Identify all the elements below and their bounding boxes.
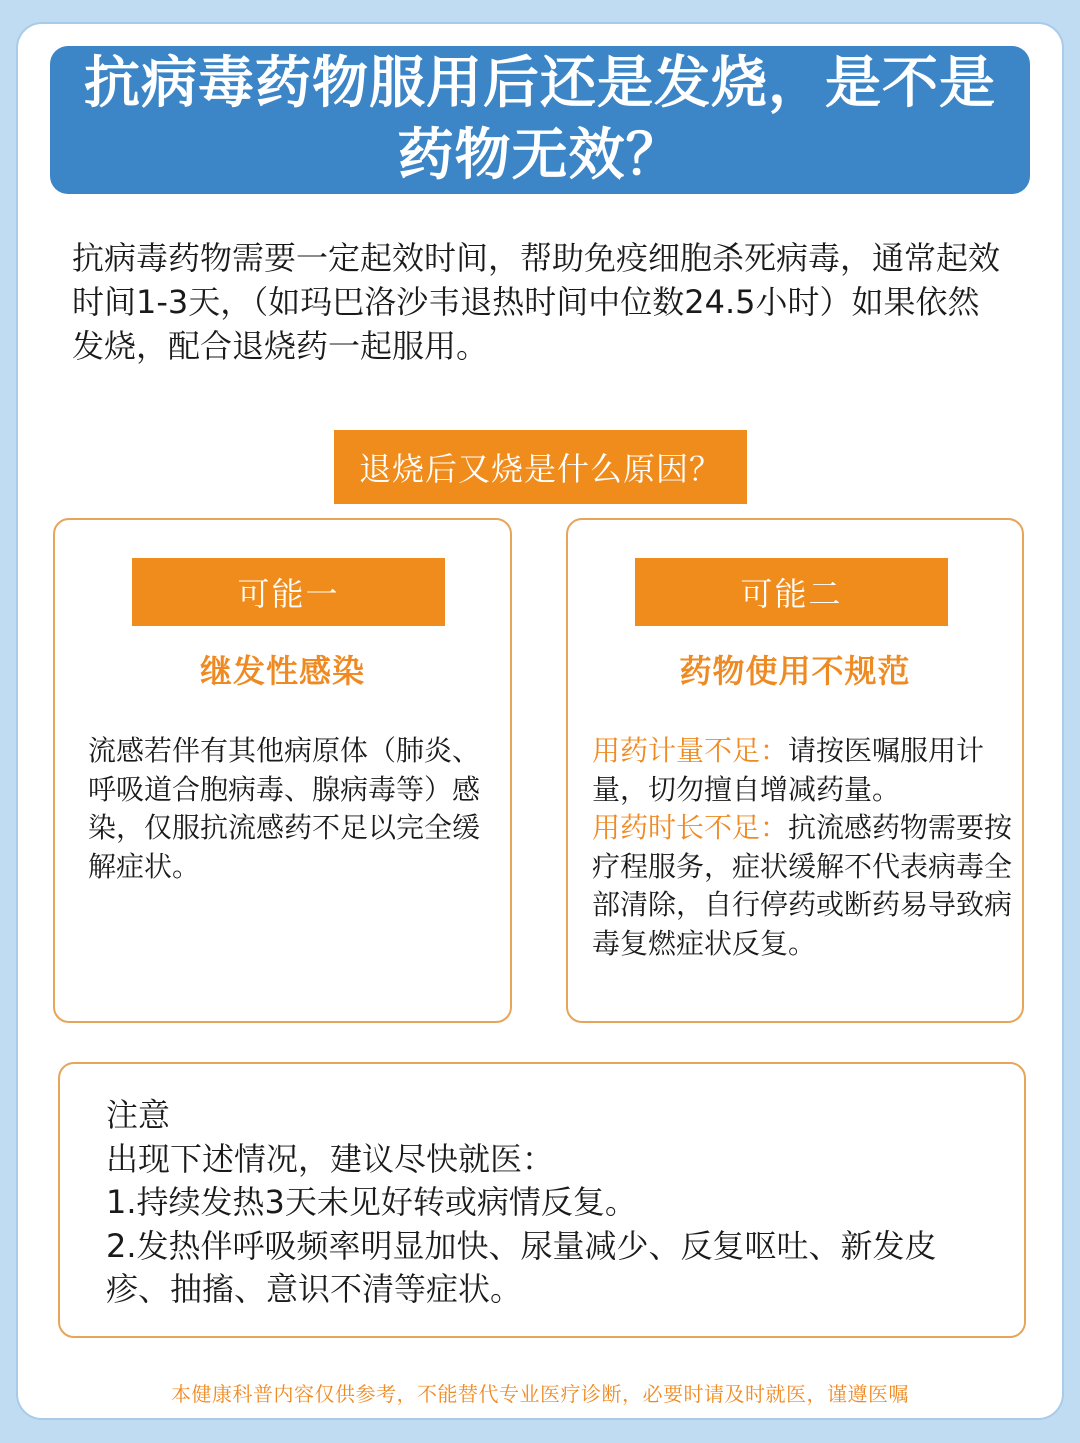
- notice-box: [58, 1062, 1026, 1338]
- page-title-line-1: 抗病毒药物服用后还是发烧，是不是: [84, 51, 996, 116]
- section-header: 退烧后又烧是什么原因？: [334, 430, 747, 504]
- intro-paragraph: 抗病毒药物需要一定起效时间，帮助免疫细胞杀死病毒，通常起效时间1-3天，（如玛巴洛沙韦退热时间中位数24.5小时）如果依然发烧，配合退烧药一起服用。: [72, 239, 1001, 365]
- possibility-two-body: [592, 732, 1018, 963]
- notice-item-1: 1.持续发热3天未见好转或病情反复。: [106, 1183, 637, 1221]
- notice-heading: 注意: [106, 1096, 171, 1134]
- disclaimer-footer: 本健康科普内容仅供参考，不能替代专业医疗诊断，必要时请及时就医，谨遵医嘱: [171, 1382, 909, 1406]
- page-title-line-2: 药物无效？: [397, 123, 683, 188]
- duration-heading: 用药时长不足：: [592, 811, 789, 844]
- title-banner: [50, 46, 1030, 194]
- notice-text: [106, 1094, 986, 1312]
- possibility-two-label: 可能二: [635, 558, 948, 626]
- possibility-two-box: [566, 518, 1024, 1023]
- possibility-two-subtitle: 药物使用不规范: [679, 652, 911, 690]
- notice-lead: 出现下述情况，建议尽快就医：: [106, 1139, 555, 1178]
- dosage-text: 请按医嘱服用计量，切勿擅自增减药量。: [592, 734, 985, 806]
- possibility-one-box: [53, 518, 512, 1023]
- duration-text: 抗流感药物需要按疗程服务，症状缓解不代表病毒全部清除，自行停药或断药易导致病毒复燃症状反复。: [592, 811, 1013, 960]
- notice-item-2: 2.发热伴呼吸频率明显加快、尿量减少、反复呕吐、新发皮疹、抽搐、意识不清等症状。: [106, 1226, 937, 1308]
- dosage-heading: 用药计量不足：: [592, 734, 789, 767]
- possibility-one-body: 流感若伴有其他病原体（肺炎、呼吸道合胞病毒、腺病毒等）感染，仅服抗流感药不足以完全缓解症状。: [88, 734, 481, 883]
- possibility-one-subtitle: 继发性感染: [199, 652, 365, 690]
- possibility-one-label: 可能一: [132, 558, 445, 626]
